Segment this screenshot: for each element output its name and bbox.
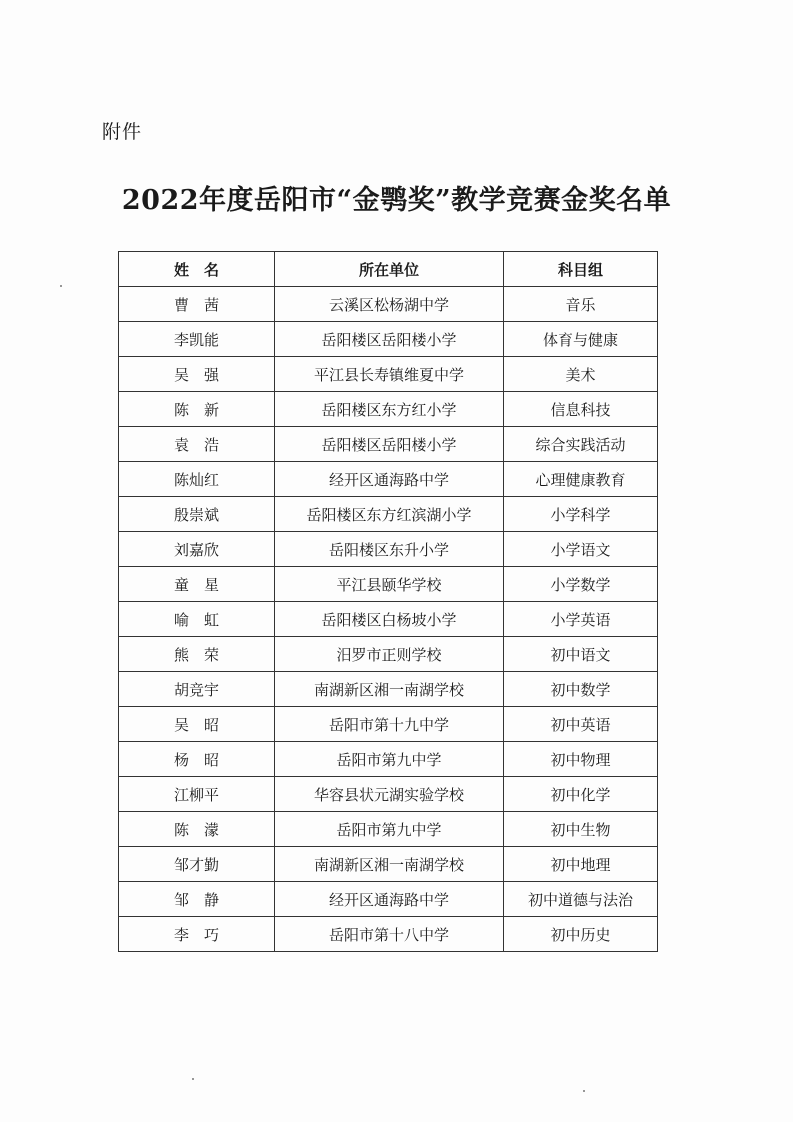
cell-name: 吴 昭 xyxy=(119,707,275,742)
table-row xyxy=(119,742,658,777)
table-row xyxy=(119,357,658,392)
cell-unit: 岳阳市第十九中学 xyxy=(275,707,504,742)
cell-name: 胡竞宇 xyxy=(119,672,275,707)
table-header-row xyxy=(119,252,658,287)
cell-subject: 信息科技 xyxy=(504,392,658,427)
cell-name: 李凯能 xyxy=(119,322,275,357)
cell-subject: 初中道德与法治 xyxy=(504,882,658,917)
cell-name: 陈 濛 xyxy=(119,812,275,847)
cell-name: 邹才勤 xyxy=(119,847,275,882)
cell-unit: 南湖新区湘一南湖学校 xyxy=(275,672,504,707)
cell-name: 李 巧 xyxy=(119,917,275,952)
cell-unit: 岳阳市第九中学 xyxy=(275,812,504,847)
cell-subject: 综合实践活动 xyxy=(504,427,658,462)
award-table xyxy=(118,251,658,952)
cell-unit: 岳阳楼区白杨坡小学 xyxy=(275,602,504,637)
cell-unit: 经开区通海路中学 xyxy=(275,882,504,917)
cell-name: 陈 新 xyxy=(119,392,275,427)
cell-unit: 汨罗市正则学校 xyxy=(275,637,504,672)
header-name: 姓 名 xyxy=(119,252,275,287)
cell-unit: 华容县状元湖实验学校 xyxy=(275,777,504,812)
cell-name: 江柳平 xyxy=(119,777,275,812)
scan-speck xyxy=(60,285,62,287)
scan-speck xyxy=(192,1078,194,1080)
cell-name: 陈灿红 xyxy=(119,462,275,497)
table-row xyxy=(119,672,658,707)
cell-name: 喻 虹 xyxy=(119,602,275,637)
table-row xyxy=(119,847,658,882)
table-row xyxy=(119,392,658,427)
cell-subject: 小学语文 xyxy=(504,532,658,567)
cell-unit: 平江县长寿镇维夏中学 xyxy=(275,357,504,392)
scan-speck xyxy=(583,1090,585,1092)
table-row xyxy=(119,462,658,497)
cell-unit: 岳阳楼区东升小学 xyxy=(275,532,504,567)
cell-unit: 岳阳市第十八中学 xyxy=(275,917,504,952)
cell-subject: 初中语文 xyxy=(504,637,658,672)
table-row xyxy=(119,917,658,952)
cell-unit: 平江县颐华学校 xyxy=(275,567,504,602)
cell-subject: 美术 xyxy=(504,357,658,392)
cell-subject: 初中化学 xyxy=(504,777,658,812)
cell-subject: 体育与健康 xyxy=(504,322,658,357)
header-unit: 所在单位 xyxy=(275,252,504,287)
table-row xyxy=(119,567,658,602)
header-subject: 科目组 xyxy=(504,252,658,287)
table-row xyxy=(119,812,658,847)
table-row xyxy=(119,777,658,812)
table-row xyxy=(119,532,658,567)
cell-unit: 岳阳楼区东方红小学 xyxy=(275,392,504,427)
cell-subject: 初中英语 xyxy=(504,707,658,742)
cell-name: 袁 浩 xyxy=(119,427,275,462)
cell-subject: 初中生物 xyxy=(504,812,658,847)
cell-unit: 经开区通海路中学 xyxy=(275,462,504,497)
table-row xyxy=(119,637,658,672)
cell-unit: 岳阳楼区岳阳楼小学 xyxy=(275,427,504,462)
cell-subject: 小学科学 xyxy=(504,497,658,532)
cell-name: 童 星 xyxy=(119,567,275,602)
cell-unit: 云溪区松杨湖中学 xyxy=(275,287,504,322)
cell-subject: 初中历史 xyxy=(504,917,658,952)
cell-unit: 岳阳楼区东方红滨湖小学 xyxy=(275,497,504,532)
cell-subject: 小学数学 xyxy=(504,567,658,602)
cell-unit: 南湖新区湘一南湖学校 xyxy=(275,847,504,882)
table-row xyxy=(119,497,658,532)
cell-name: 刘嘉欣 xyxy=(119,532,275,567)
cell-name: 杨 昭 xyxy=(119,742,275,777)
cell-subject: 小学英语 xyxy=(504,602,658,637)
table-row xyxy=(119,427,658,462)
table-row xyxy=(119,602,658,637)
page-title: 2022年度岳阳市“金鹗奖”教学竞赛金奖名单 xyxy=(121,185,672,216)
cell-subject: 音乐 xyxy=(504,287,658,322)
cell-unit: 岳阳楼区岳阳楼小学 xyxy=(275,322,504,357)
cell-subject: 初中物理 xyxy=(504,742,658,777)
cell-subject: 初中数学 xyxy=(504,672,658,707)
cell-name: 殷崇斌 xyxy=(119,497,275,532)
attachment-label: 附件 xyxy=(102,121,143,143)
cell-unit: 岳阳市第九中学 xyxy=(275,742,504,777)
cell-name: 邹 静 xyxy=(119,882,275,917)
cell-name: 曹 茜 xyxy=(119,287,275,322)
table-row xyxy=(119,707,658,742)
cell-subject: 心理健康教育 xyxy=(504,462,658,497)
table-row xyxy=(119,882,658,917)
cell-name: 吴 强 xyxy=(119,357,275,392)
table-row xyxy=(119,287,658,322)
table-row xyxy=(119,322,658,357)
cell-name: 熊 荣 xyxy=(119,637,275,672)
cell-subject: 初中地理 xyxy=(504,847,658,882)
